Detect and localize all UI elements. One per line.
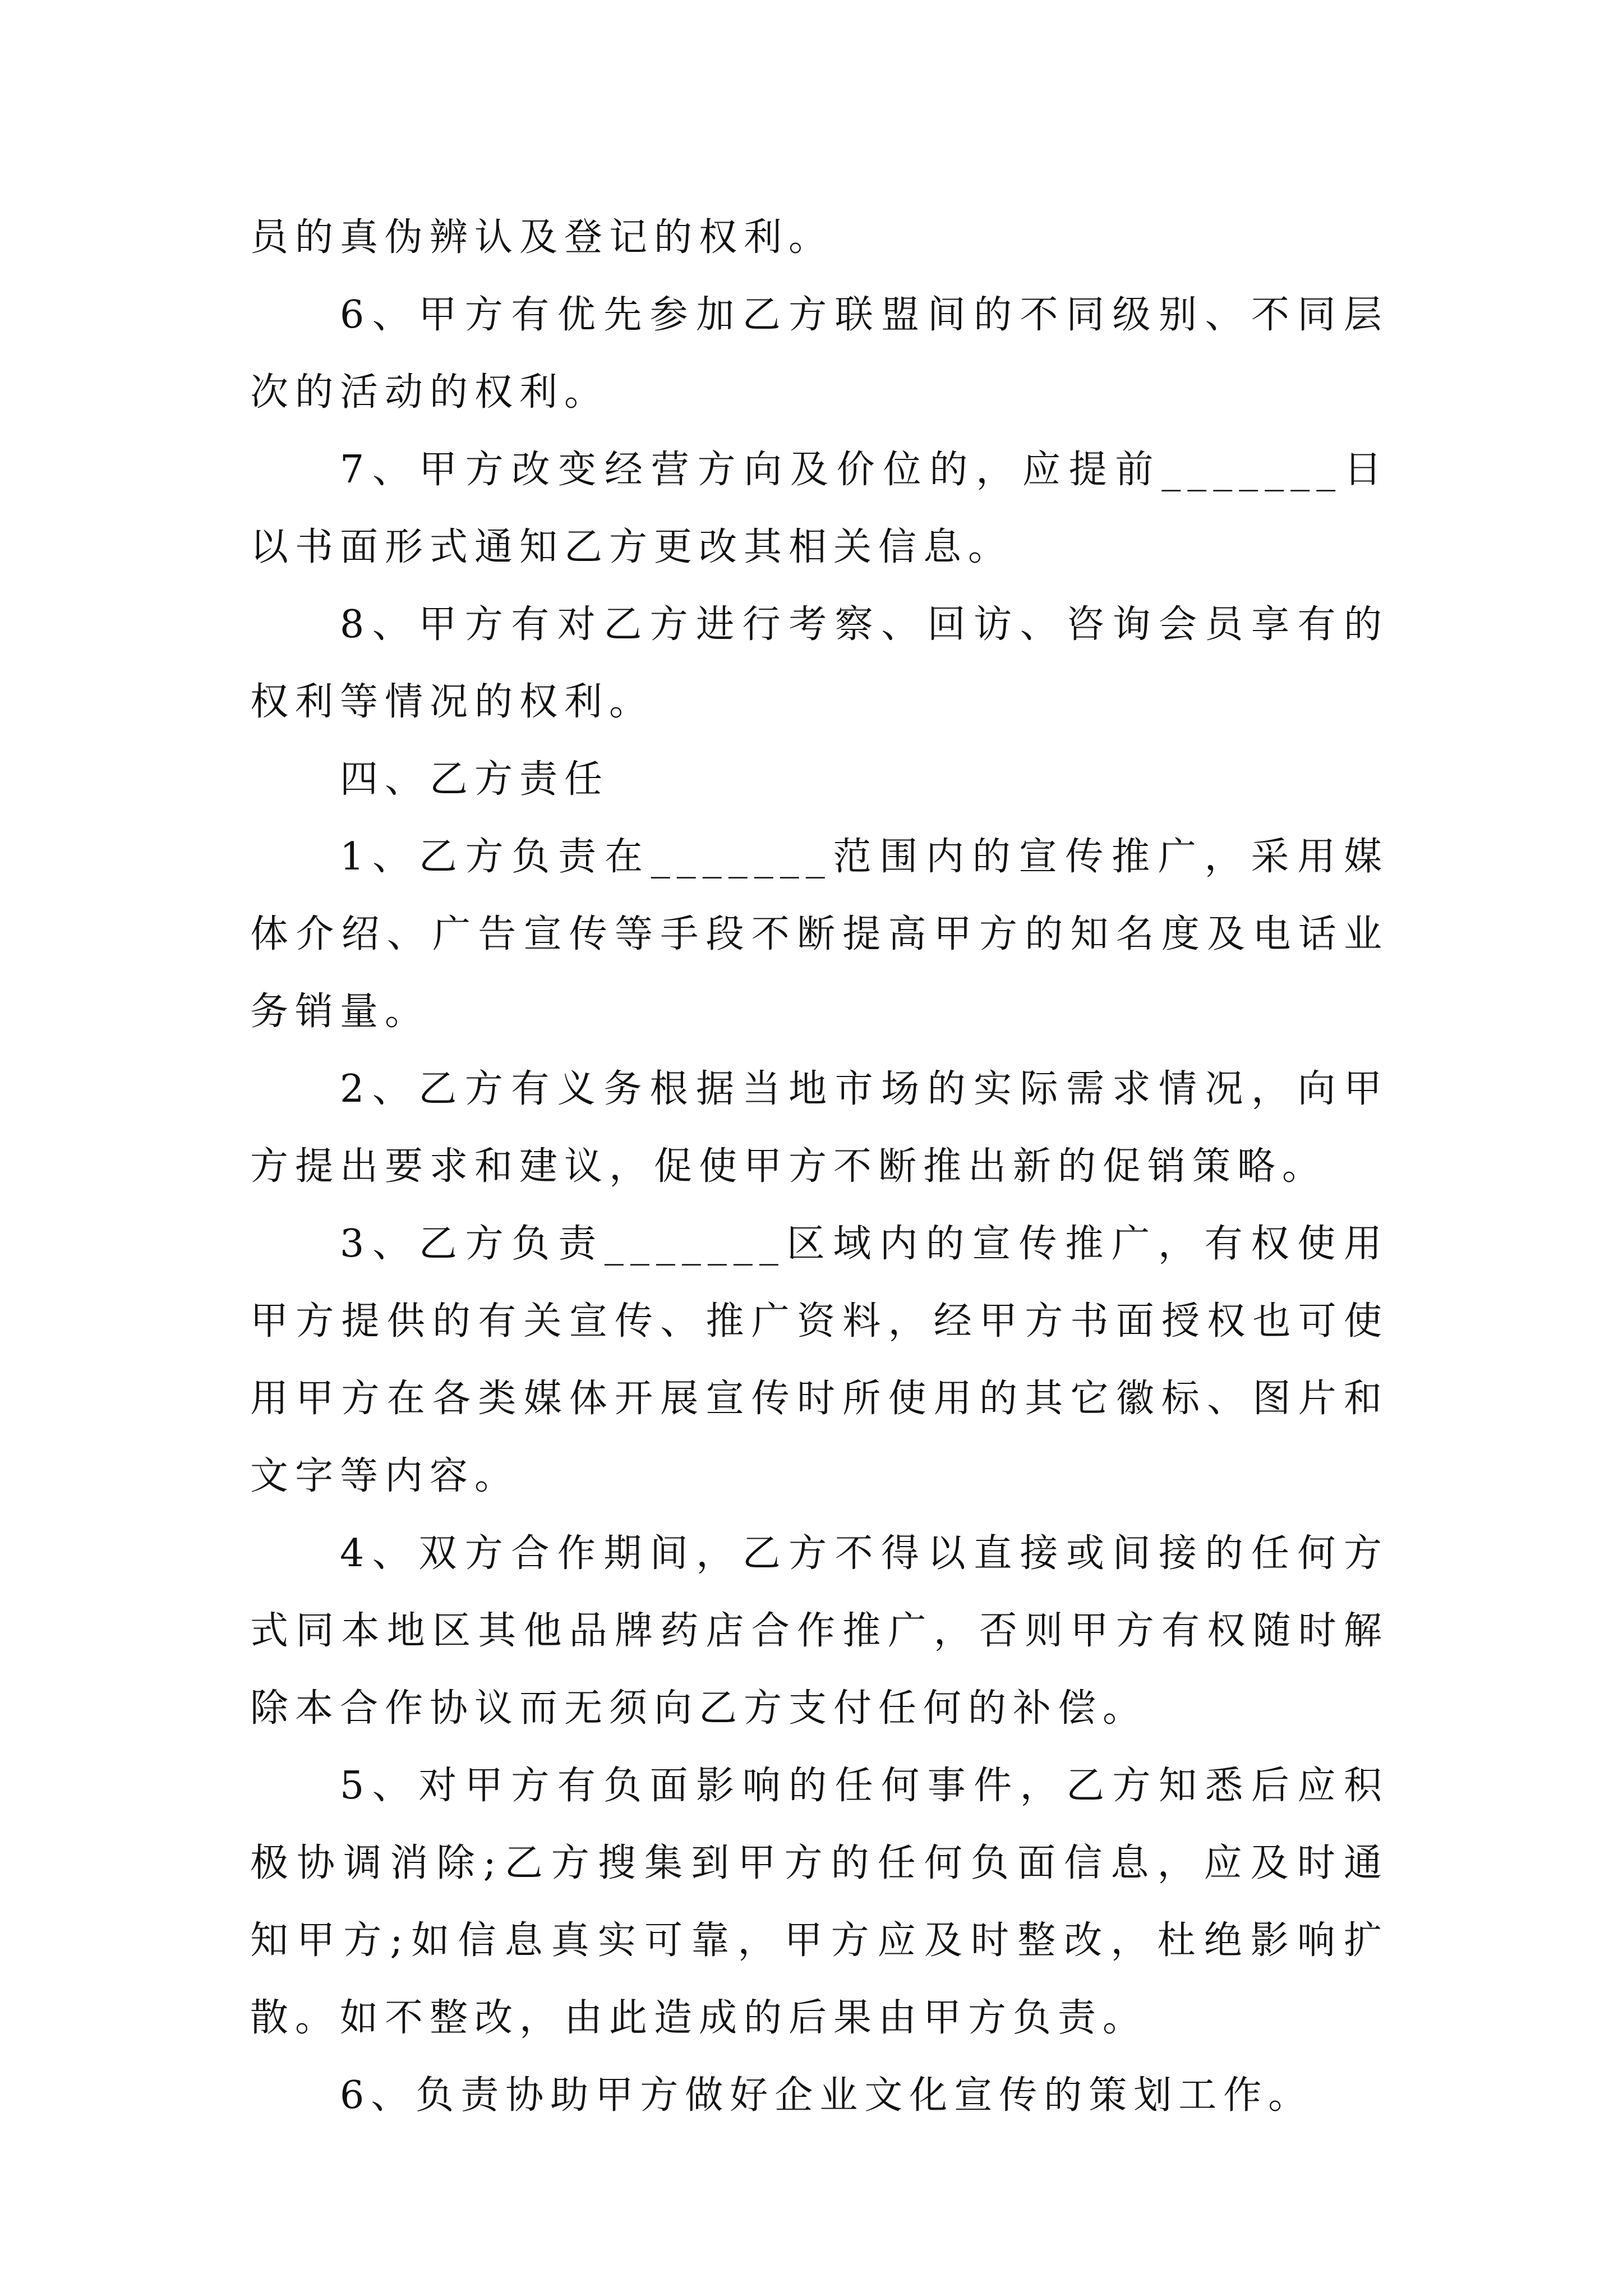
paragraph-duty-6: 6、负责协助甲方做好企业文化宣传的策划工作。	[340, 2073, 1313, 2118]
document-body	[250, 199, 1389, 2134]
paragraph-duty-4: 4、双方合作期间，乙方不得以直接或间接的任何方式同本地区其他品牌药店合作推广，否则甲方有权随时解除本合作协议而无须向乙方支付任何的补偿。	[250, 1531, 1389, 1731]
paragraph-continuation: 员的真伪辨认及登记的权利。	[250, 215, 834, 260]
paragraph-item-8: 8、甲方有对乙方进行考察、回访、咨询会员享有的权利等情况的权利。	[250, 602, 1389, 724]
paragraph-duty-5: 5、对甲方有负面影响的任何事件，乙方知悉后应积极协调消除;乙方搜集到甲方的任何负面信息，应及时通知甲方;如信息真实可靠，甲方应及时整改，杜绝影响扩散。如不整改，由此造成的后果由甲方负责。	[250, 1764, 1389, 2040]
paragraph-duty-3: 3、乙方负责_______区域内的宣传推广，有权使用甲方提供的有关宣传、推广资料，经甲方书面授权也可使用甲方在各类媒体开展宣传时所使用的其它徽标、图片和文字等内容。	[250, 1222, 1389, 1498]
paragraph-item-7: 7、甲方改变经营方向及价位的，应提前_______日以书面形式通知乙方更改其相关信息。	[250, 448, 1389, 569]
paragraph-duty-2: 2、乙方有义务根据当地市场的实际需求情况，向甲方提出要求和建议，促使甲方不断推出新的促销策略。	[250, 1067, 1389, 1189]
section-heading: 四、乙方责任	[340, 757, 610, 802]
paragraph-duty-1: 1、乙方负责在_______范围内的宣传推广，采用媒体介绍、广告宣传等手段不断提高甲方的知名度及电话业务销量。	[250, 835, 1389, 1034]
paragraph-item-6: 6、甲方有优先参加乙方联盟间的不同级别、不同层次的活动的权利。	[250, 293, 1389, 415]
